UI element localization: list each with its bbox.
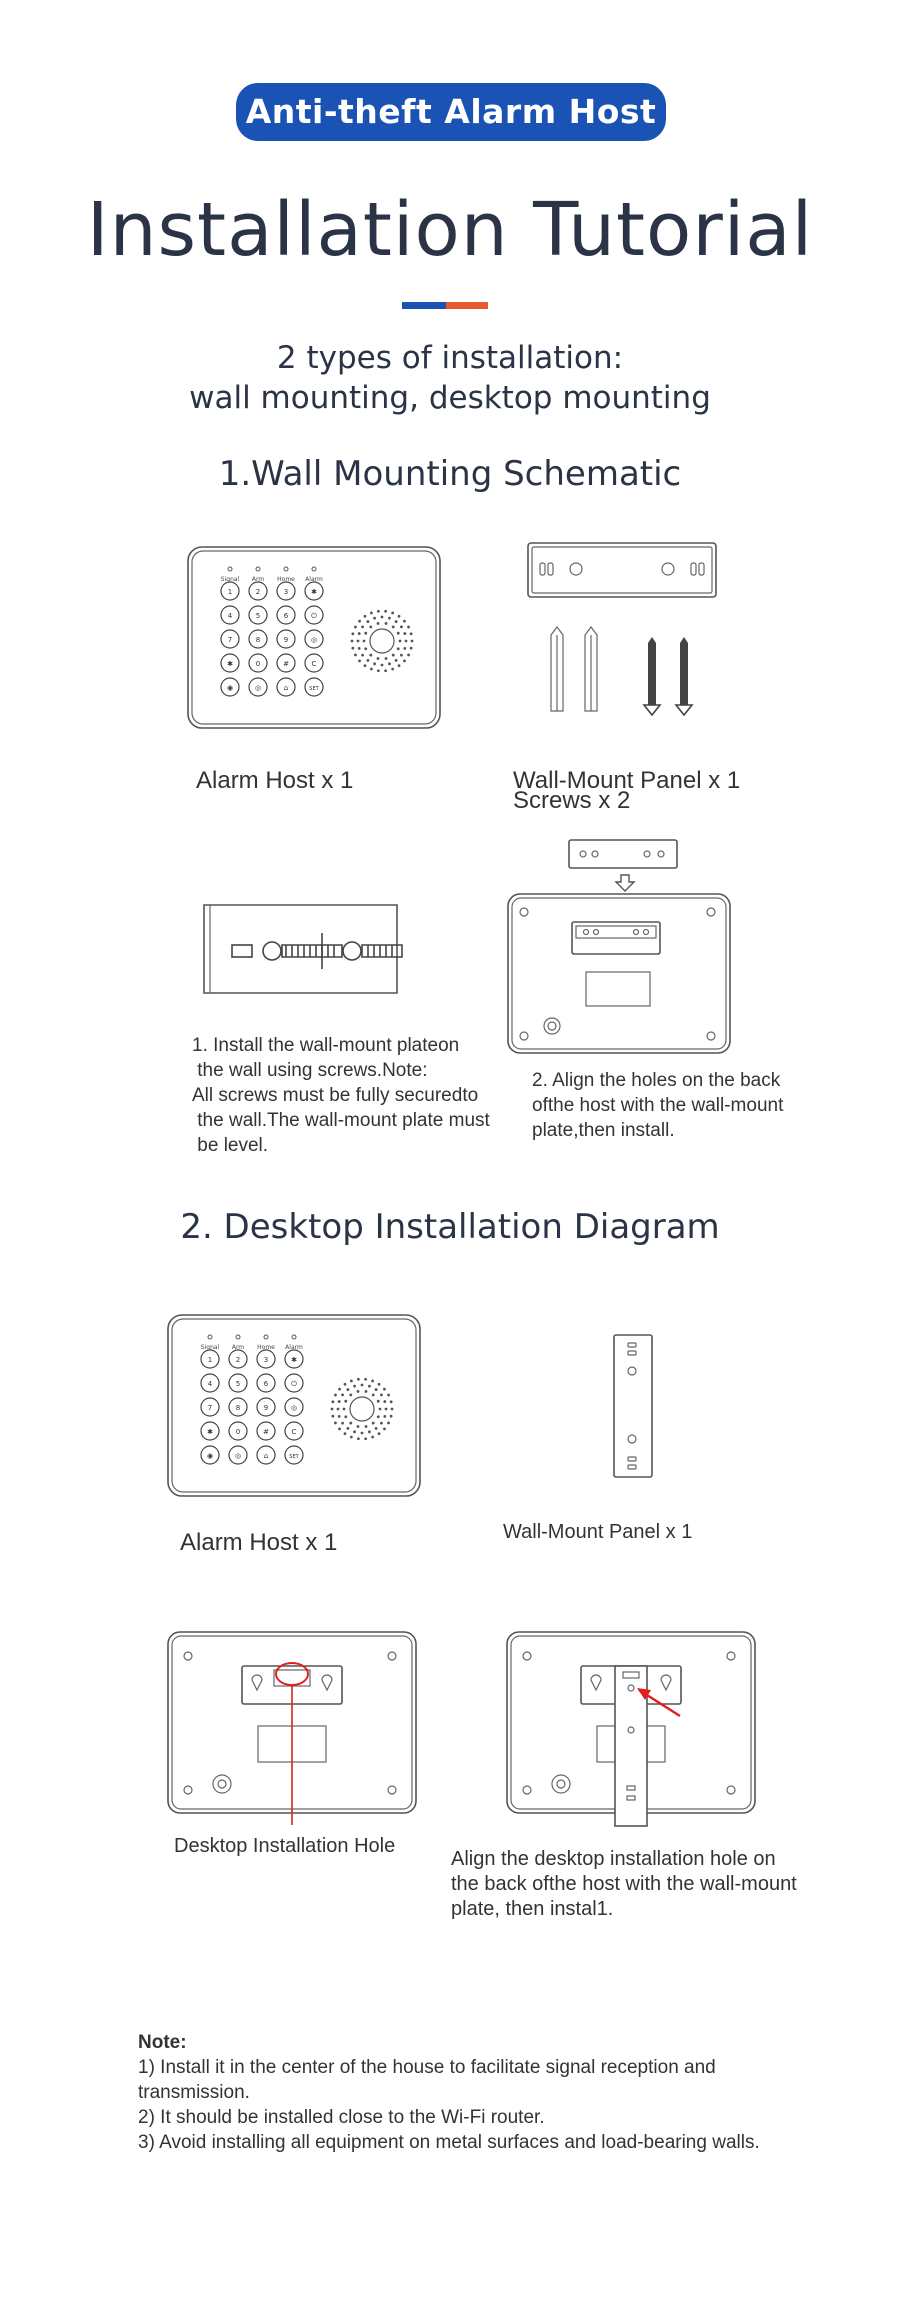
keypad-key-label: 7	[207, 1404, 213, 1412]
speaker-hole	[354, 654, 357, 657]
subtitle-line-2: wall mounting, desktop mounting	[189, 380, 711, 416]
speaker-hole	[369, 654, 372, 657]
keypad-key-label: 9	[263, 1404, 269, 1412]
keypad-key-label: ✱	[291, 1356, 297, 1364]
indicator-label: Alarm	[305, 576, 323, 583]
keypad-key-label: 3	[283, 588, 289, 596]
speaker-hole	[395, 659, 398, 662]
speaker-hole	[364, 664, 367, 667]
speaker-hole	[346, 1427, 349, 1430]
subtitle	[0, 338, 900, 418]
speaker-hole	[363, 640, 366, 643]
speaker-hole	[388, 662, 391, 665]
speaker-hole	[395, 620, 398, 623]
accent-bar-blue	[402, 302, 446, 309]
keypad-key-label: 8	[255, 636, 261, 644]
speaker-hole	[338, 1388, 341, 1391]
speaker-hole	[391, 668, 394, 671]
speaker-hole	[334, 1422, 337, 1425]
keypad-key-label: 2	[235, 1356, 241, 1364]
speaker-hole	[407, 626, 410, 629]
speaker-hole	[364, 1437, 367, 1440]
keypad-key-label: 6	[283, 612, 289, 620]
speaker-hole	[403, 647, 406, 650]
speaker-hole	[379, 1408, 382, 1411]
speaker-hole	[351, 632, 354, 635]
speaker-hole	[399, 640, 402, 643]
speaker-hole	[397, 647, 400, 650]
speaker-hole	[397, 632, 400, 635]
speaker-hole	[337, 1408, 340, 1411]
speaker-hole	[361, 1432, 364, 1435]
speaker-hole	[378, 1383, 381, 1386]
speaker-hole	[372, 1394, 375, 1397]
speaker-hole	[383, 1388, 386, 1391]
indicator-led	[236, 1335, 240, 1339]
speaker-hole	[364, 1378, 367, 1381]
speaker-hole	[385, 1408, 388, 1411]
speaker-hole	[368, 1385, 371, 1388]
keypad-key-label: ✱	[207, 1428, 213, 1436]
speaker-hole	[368, 1430, 371, 1433]
speaker-hole	[373, 617, 376, 620]
speaker-hole	[385, 657, 388, 660]
indicator-led	[264, 1335, 268, 1339]
speaker-hole	[385, 622, 388, 625]
speaker-hole	[341, 1422, 344, 1425]
speaker-hole	[353, 1385, 356, 1388]
speaker-hole	[358, 659, 361, 662]
speaker-hole	[364, 647, 367, 650]
indicator-led	[228, 567, 232, 571]
keypad-key-label: ⌂	[263, 1452, 269, 1460]
speaker-hole	[377, 610, 380, 613]
speaker-hole	[358, 620, 361, 623]
page-title: Installation Tutorial	[86, 187, 814, 273]
speaker-hole	[380, 1393, 383, 1396]
alarm-host-qty-label: Alarm Host x 1	[196, 767, 354, 794]
speaker-hole	[387, 1394, 390, 1397]
speaker-hole	[375, 1388, 378, 1391]
speaker-hole	[331, 1415, 334, 1418]
speaker-hole	[375, 1427, 378, 1430]
speaker-hole	[357, 1390, 360, 1393]
keypad-key-label: ✱	[311, 588, 317, 596]
keypad-key-label: 1	[227, 588, 233, 596]
keypad-key-label: 7	[227, 636, 233, 644]
speaker-hole	[371, 1436, 374, 1439]
speaker-hole	[378, 1432, 381, 1435]
speaker-hole	[377, 1400, 380, 1403]
speaker-hole	[381, 616, 384, 619]
speaker-hole	[357, 1378, 360, 1381]
speaker-hole	[380, 1422, 383, 1425]
speaker-hole	[392, 626, 395, 629]
speaker-hole	[383, 1400, 386, 1403]
speaker-hole	[361, 1384, 364, 1387]
speaker-hole	[400, 654, 403, 657]
speaker-hole	[403, 659, 406, 662]
speaker-hole	[383, 1415, 386, 1418]
keypad-key-label: 8	[235, 1404, 241, 1412]
keypad-key-label: C	[291, 1428, 297, 1436]
speaker-hole	[373, 662, 376, 665]
keypad-key-label: 5	[235, 1380, 241, 1388]
speaker-hole	[358, 647, 361, 650]
keypad-key-label: 2	[255, 588, 261, 596]
speaker-hole	[383, 1427, 386, 1430]
wall-step-1-text: 1. Install the wall-mount plateon the wall using screws.Note: All screws must be fully securedto the wall.The wall-mount plate must be level.	[192, 1035, 490, 1156]
wall-section-heading: 1.Wall Mounting Schematic	[218, 454, 682, 494]
keypad-key-label: ⏻	[291, 1380, 297, 1388]
indicator-led	[208, 1335, 212, 1339]
product-badge: Anti-theft Alarm Host	[236, 83, 666, 141]
keypad-key-label: C	[311, 660, 317, 668]
speaker-hole	[371, 1380, 374, 1383]
speaker-hole	[344, 1400, 347, 1403]
speaker-center	[370, 629, 394, 653]
down-arrow-icon	[615, 874, 635, 892]
speaker-hole	[370, 612, 373, 615]
speaker-hole	[388, 617, 391, 620]
speaker-hole	[346, 1388, 349, 1391]
panel-qty-label: Wall-Mount Panel x 1	[513, 767, 741, 794]
speaker-hole	[398, 664, 401, 667]
keypad-key-label: ✱	[227, 660, 233, 668]
speaker-hole	[370, 668, 373, 671]
speaker-hole	[338, 1400, 341, 1403]
plate-screw-side-illustration	[202, 903, 412, 995]
alarm-host-front-illustration	[186, 545, 442, 730]
desktop-section-heading: 2. Desktop Installation Diagram	[180, 1207, 720, 1247]
indicator-led	[292, 1335, 296, 1339]
speaker-hole	[341, 1393, 344, 1396]
speaker-hole	[349, 1394, 352, 1397]
speaker-hole	[350, 1380, 353, 1383]
screws-qty-label: Screws x 2	[513, 787, 631, 814]
speaker-hole	[411, 640, 414, 643]
speaker-hole	[410, 632, 413, 635]
indicator-label: Alarm	[285, 1344, 303, 1351]
keypad-key-label: ⏻	[311, 612, 317, 620]
indicator-label: Home	[277, 576, 295, 583]
keypad-key-label: 4	[207, 1380, 213, 1388]
speaker-hole	[338, 1415, 341, 1418]
speaker-hole	[403, 620, 406, 623]
alarm-host-front-illustration-2	[166, 1313, 422, 1498]
speaker-hole	[351, 647, 354, 650]
wall-mount-panel-illustration	[526, 541, 718, 599]
alarm-host-qty-label-2: Alarm Host x 1	[180, 1529, 338, 1556]
keypad-key-label: 3	[263, 1356, 269, 1364]
desktop-hole-label: Desktop Installation Hole	[174, 1835, 396, 1857]
speaker-hole	[377, 657, 380, 660]
keypad-key-label: 6	[263, 1380, 269, 1388]
speaker-hole	[357, 640, 360, 643]
speaker-hole	[351, 640, 354, 643]
desktop-step-text: Align the desktop installation hole on the back ofthe host with the wall-mount plate, then instal1.	[451, 1848, 797, 1920]
keypad-key-label: ◉	[206, 1452, 214, 1460]
wall-step-2-text: 2. Align the holes on the back ofthe host with the wall-mount plate,then install.	[532, 1070, 784, 1141]
speaker-hole	[357, 1437, 360, 1440]
note-block	[138, 2030, 818, 2155]
speaker-hole	[366, 659, 369, 662]
speaker-hole	[357, 1425, 360, 1428]
speaker-hole	[361, 654, 364, 657]
indicator-label: Home	[257, 1344, 275, 1351]
speaker-hole	[377, 1415, 380, 1418]
speaker-hole	[349, 1422, 352, 1425]
speaker-hole	[369, 626, 372, 629]
indicator-led	[256, 567, 260, 571]
keypad-key-label: 5	[255, 612, 261, 620]
note-title: Note:	[138, 2032, 187, 2053]
keypad-key-label: ⌂	[283, 684, 289, 692]
speaker-hole	[377, 622, 380, 625]
speaker-hole	[398, 615, 401, 618]
speaker-hole	[384, 669, 387, 672]
keypad-key-label: ◎	[310, 636, 318, 644]
keypad-key-label: ◉	[226, 684, 234, 692]
speaker-hole	[392, 654, 395, 657]
speaker-hole	[400, 625, 403, 628]
keypad-key-label: ◎	[254, 684, 262, 692]
speaker-hole	[377, 669, 380, 672]
indicator-label: Arm	[231, 1344, 245, 1351]
speaker-hole	[343, 1408, 346, 1411]
indicator-label: Signal	[220, 576, 240, 583]
plate-top-illustration	[567, 838, 679, 872]
speaker-hole	[331, 1408, 334, 1411]
note-item-3: 3) Avoid installing all equipment on metal surfaces and load-bearing walls.	[138, 2132, 760, 2153]
speaker-hole	[407, 654, 410, 657]
subtitle-line-1: 2 types of installation:	[276, 340, 624, 376]
speaker-hole	[365, 1425, 368, 1428]
speaker-hole	[350, 1436, 353, 1439]
speaker-hole	[381, 664, 384, 667]
speaker-hole	[384, 610, 387, 613]
keypad-key-label: #	[263, 1428, 269, 1436]
speaker-hole	[364, 632, 367, 635]
speaker-hole	[354, 626, 357, 629]
speaker-hole	[410, 647, 413, 650]
speaker-hole	[391, 612, 394, 615]
speaker-hole	[338, 1427, 341, 1430]
host-back-illustration	[506, 892, 732, 1055]
keypad-key-label: 1	[207, 1356, 213, 1364]
keypad-key-label: 0	[255, 660, 261, 668]
speaker-hole	[390, 1400, 393, 1403]
speaker-hole	[344, 1415, 347, 1418]
speaker-hole	[403, 632, 406, 635]
keypad-key-label: ◎	[290, 1404, 298, 1412]
speaker-hole	[331, 1400, 334, 1403]
speaker-hole	[361, 625, 364, 628]
speaker-hole	[334, 1394, 337, 1397]
speaker-hole	[372, 1422, 375, 1425]
keypad-key-label: ◎	[234, 1452, 242, 1460]
speaker-hole	[358, 632, 361, 635]
keypad-key-label: 9	[283, 636, 289, 644]
speaker-hole	[344, 1383, 347, 1386]
wall-anchor-icon	[547, 625, 617, 715]
wall-mount-panel-side-illustration	[612, 1333, 654, 1479]
note-item-2: 2) It should be installed close to the Wi-Fi router.	[138, 2107, 545, 2128]
keypad-key-label: SET	[289, 1454, 299, 1460]
panel-qty-label-2: Wall-Mount Panel x 1	[503, 1521, 693, 1543]
speaker-hole	[387, 1422, 390, 1425]
indicator-label: Arm	[251, 576, 265, 583]
accent-bar-orange	[446, 302, 488, 309]
keypad-key-label: SET	[309, 686, 319, 692]
host-back-hole-illustration	[166, 1630, 418, 1825]
speaker-hole	[365, 1390, 368, 1393]
indicator-led	[284, 567, 288, 571]
note-item-1: 1) Install it in the center of the house to facilitate signal reception and transmission.	[138, 2057, 716, 2103]
speaker-hole	[390, 1415, 393, 1418]
speaker-hole	[405, 640, 408, 643]
speaker-hole	[366, 620, 369, 623]
keypad-key-label: #	[283, 660, 289, 668]
keypad-key-label: 4	[227, 612, 233, 620]
keypad-key-label: 0	[235, 1428, 241, 1436]
speaker-hole	[364, 615, 367, 618]
speaker-center	[350, 1397, 374, 1421]
speaker-hole	[391, 1408, 394, 1411]
indicator-led	[312, 567, 316, 571]
speaker-hole	[344, 1432, 347, 1435]
speaker-hole	[353, 1430, 356, 1433]
host-back-plate-inserted-illustration	[505, 1630, 759, 1830]
indicator-label: Signal	[200, 1344, 220, 1351]
screw-icon	[642, 637, 702, 717]
